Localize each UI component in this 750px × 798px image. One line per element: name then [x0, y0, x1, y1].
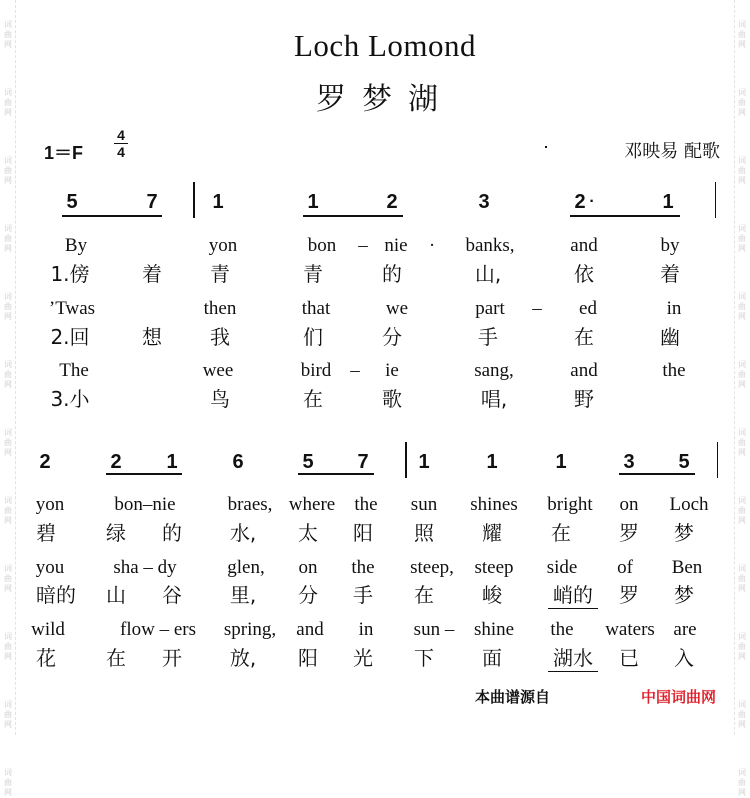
watermark-text: 词 曲 网: [738, 360, 746, 389]
lyric-en-verse3: in: [358, 619, 374, 640]
beam-line: [298, 473, 374, 475]
lyric-en-verse1: by: [660, 235, 680, 256]
lyric-en-verse1: sun: [410, 494, 438, 515]
lyric-cn-verse2: 手: [353, 583, 373, 607]
time-signature: [114, 128, 128, 159]
lyric-en-verse1: shines: [470, 494, 518, 515]
beam-line: [62, 215, 162, 217]
jianpu-note: 2: [110, 451, 122, 473]
lyric-cn-verse1: 青: [210, 262, 230, 286]
watermark-text: 词 曲 网: [738, 700, 746, 729]
lyric-cn-verse1: 的: [382, 262, 402, 286]
lyric-underline: [548, 671, 598, 672]
lyric-en-verse2: –: [532, 298, 542, 319]
jianpu-note: 5: [678, 451, 690, 473]
time-signature-bottom: 4: [117, 144, 125, 160]
lyric-cn-verse2: 想: [142, 325, 162, 349]
source-label: 本曲谱源自: [474, 688, 550, 706]
jianpu-note: 1: [166, 451, 178, 473]
lyric-en-verse1: Loch: [669, 494, 709, 515]
lyric-cn-verse2: 山: [106, 583, 126, 607]
lyric-cn-verse2: 分: [298, 583, 318, 607]
lyric-en-verse3: and: [296, 619, 324, 640]
watermark-text: 词 曲 网: [738, 496, 746, 525]
jianpu-note: 1: [555, 451, 567, 473]
lyric-cn-verse3: 入: [674, 646, 694, 670]
lyric-en-verse2: part: [475, 298, 505, 319]
bar-line: [405, 442, 407, 478]
watermark-text: 词 曲 网: [738, 632, 746, 661]
lyric-en-verse3: spring,: [223, 619, 277, 640]
lyric-cn-verse3: 唱,: [480, 387, 508, 411]
jianpu-note: 1: [307, 191, 319, 213]
lyric-cn-verse1: 着: [142, 262, 162, 286]
jianpu-note: 2: [39, 451, 51, 473]
lyric-cn-verse1: 罗: [619, 521, 639, 545]
arranger-credit: 邓映易 配歌: [624, 141, 720, 162]
bar-line: [193, 182, 195, 218]
time-signature-top: 4: [117, 127, 125, 143]
lyric-cn-verse1: 着: [660, 262, 680, 286]
watermark-text: 词 曲 网: [4, 156, 12, 185]
jianpu-note: 5: [66, 191, 78, 213]
watermark-text: 词 曲 网: [738, 564, 746, 593]
lyric-en-verse2: steep,: [410, 557, 454, 578]
watermark-text: 词 曲 网: [738, 292, 746, 321]
watermark-text: 词 曲 网: [4, 632, 12, 661]
jianpu-note: 7: [146, 191, 158, 213]
watermark-text: 词 曲 网: [4, 564, 12, 593]
lyric-underline: [548, 608, 598, 609]
lyric-cn-verse1: 的: [162, 521, 182, 545]
lyric-cn-verse1: 耀: [482, 521, 502, 545]
lyric-cn-verse3: 歌: [382, 387, 402, 411]
lyric-cn-verse3: 在: [303, 387, 323, 411]
lyric-cn-verse3: 花: [36, 646, 56, 670]
watermark-text: 词 曲 网: [4, 428, 12, 457]
lyric-cn-verse2: 我: [210, 325, 230, 349]
watermark-text: 词 曲 网: [4, 292, 12, 321]
jianpu-note: 6: [232, 451, 244, 473]
lyric-cn-verse2: 罗: [619, 583, 639, 607]
lyric-cn-verse3: 鸟: [210, 387, 230, 411]
lyric-en-verse3: shine: [473, 619, 515, 640]
lyric-en-verse2: on: [298, 557, 318, 578]
lyric-cn-verse2: 梦: [674, 583, 694, 607]
lyric-en-verse3: sun –: [413, 619, 455, 640]
lyric-en-verse1: yon: [35, 494, 65, 515]
lyric-en-verse2: that: [301, 298, 331, 319]
lyric-en-verse1: –: [358, 235, 368, 256]
lyric-en-verse3: –: [350, 360, 360, 381]
watermark-text: 词 曲 网: [4, 224, 12, 253]
watermark-text: 词 曲 网: [738, 768, 746, 797]
lyric-en-verse1: where: [288, 494, 336, 515]
lyric-en-verse2: steep: [474, 557, 514, 578]
lyric-en-verse3: waters: [605, 619, 655, 640]
lyric-en-verse1: yon: [208, 235, 238, 256]
lyric-cn-verse2: 分: [382, 325, 402, 349]
jianpu-note: 1: [212, 191, 224, 213]
lyric-en-verse2: Ben: [671, 557, 703, 578]
lyric-cn-verse1: 依: [574, 262, 594, 286]
jianpu-note: 7: [357, 451, 369, 473]
watermark-text: 词 曲 网: [738, 224, 746, 253]
lyric-cn-verse3: 3.小: [50, 387, 90, 411]
jianpu-note: 2: [386, 191, 398, 213]
beam-line: [106, 473, 182, 475]
lyric-en-verse3: bird: [300, 360, 332, 381]
lyric-cn-verse1: 照: [414, 521, 434, 545]
lyric-cn-verse2: 在: [574, 325, 594, 349]
beam-line: [570, 215, 680, 217]
lyric-en-verse1: and: [570, 235, 598, 256]
bar-line: [715, 182, 716, 218]
lyric-cn-verse1: 1.傍: [50, 262, 90, 286]
lyric-en-verse2: the: [351, 557, 375, 578]
lyric-en-verse3: are: [673, 619, 697, 640]
watermark-text: 词 曲 网: [738, 88, 746, 117]
lyric-cn-verse1: 青: [303, 262, 323, 286]
lyric-cn-verse1: 梦: [674, 521, 694, 545]
lyric-en-verse3: The: [59, 360, 89, 381]
lyric-en-verse2: of: [617, 557, 633, 578]
lyric-en-verse1: bon–nie: [114, 494, 176, 515]
lyric-cn-verse1: 绿: [106, 521, 126, 545]
lyric-en-verse1: By: [64, 235, 88, 256]
watermark-text: 词 曲 网: [4, 88, 12, 117]
jianpu-note: 5: [302, 451, 314, 473]
watermark-text: 词 曲 网: [738, 156, 746, 185]
lyric-en-verse3: the: [550, 619, 574, 640]
lyric-cn-verse3: 光: [353, 646, 373, 670]
lyric-cn-verse1: 太: [298, 521, 318, 545]
lyric-cn-verse1: 阳: [353, 521, 373, 545]
lyric-en-verse3: ie: [385, 360, 399, 381]
song-subtitle: 罗梦湖: [316, 82, 454, 117]
lyric-cn-verse3: 面: [482, 646, 502, 670]
jianpu-note: 3: [623, 451, 635, 473]
lyric-en-verse1: the: [354, 494, 378, 515]
lyric-cn-verse3: 已: [619, 646, 639, 670]
lyric-cn-verse1: 碧: [36, 521, 56, 545]
lyric-en-verse1: on: [619, 494, 639, 515]
watermark-text: 词 曲 网: [738, 428, 746, 457]
lyric-en-verse2: we: [385, 298, 409, 319]
song-title: Loch Lomond: [294, 28, 476, 63]
jianpu-note: 1: [662, 191, 674, 213]
lyric-cn-verse2: 谷: [162, 583, 182, 607]
lyric-en-verse3: the: [662, 360, 686, 381]
lyric-en-verse2: side: [546, 557, 578, 578]
bar-line: [717, 442, 718, 478]
beam-line: [619, 473, 695, 475]
lyric-en-verse3: wild: [31, 619, 65, 640]
lyric-cn-verse3: 开: [162, 646, 182, 670]
watermark-text: 词 曲 网: [4, 700, 12, 729]
lyric-cn-verse3: 阳: [298, 646, 318, 670]
lyric-cn-verse1: 山,: [474, 262, 502, 286]
lyric-en-verse2: you: [35, 557, 65, 578]
lyric-cn-verse2: 里,: [229, 583, 257, 607]
lyric-cn-verse2: 们: [303, 325, 323, 349]
watermark-text: 词 曲 网: [4, 768, 12, 797]
lyric-cn-verse2: 峻: [482, 583, 502, 607]
stray-mark: [545, 146, 547, 148]
dot-mark: ·: [589, 193, 595, 210]
lyric-cn-verse2: 峭的: [553, 583, 593, 607]
lyric-cn-verse2: 暗的: [36, 583, 76, 607]
lyric-en-verse2: sha – dy: [113, 557, 177, 578]
lyric-en-verse2: ’Twas: [48, 298, 96, 319]
lyric-cn-verse3: 下: [414, 646, 434, 670]
lyric-en-verse2: ed: [579, 298, 597, 319]
lyric-en-verse1: banks,: [465, 235, 515, 256]
lyric-en-verse2: in: [666, 298, 682, 319]
lyric-en-verse3: wee: [202, 360, 234, 381]
lyric-en-verse1: ·: [428, 235, 436, 256]
watermark-text: 词 曲 网: [4, 20, 12, 49]
lyric-cn-verse3: 放,: [229, 646, 257, 670]
jianpu-note: 1: [486, 451, 498, 473]
lyric-en-verse2: then: [203, 298, 237, 319]
lyric-cn-verse2: 2.回: [50, 325, 90, 349]
lyric-cn-verse2: 在: [414, 583, 434, 607]
lyric-en-verse3: flow – ers: [120, 619, 196, 640]
lyric-cn-verse3: 在: [106, 646, 126, 670]
watermark-text: 词 曲 网: [4, 496, 12, 525]
lyric-cn-verse1: 在: [551, 521, 571, 545]
lyric-cn-verse1: 水,: [229, 521, 257, 545]
lyric-en-verse1: bright: [547, 494, 593, 515]
lyric-en-verse1: bon: [307, 235, 337, 256]
jianpu-note: 1: [418, 451, 430, 473]
watermark-text: 词 曲 网: [4, 360, 12, 389]
jianpu-note: 3: [478, 191, 490, 213]
watermark-text: 词 曲 网: [738, 20, 746, 49]
lyric-en-verse1: nie: [384, 235, 408, 256]
jianpu-note: 2: [574, 191, 586, 213]
lyric-en-verse2: glen,: [227, 557, 265, 578]
lyric-cn-verse2: 手: [478, 325, 498, 349]
lyric-en-verse3: and: [570, 360, 598, 381]
lyric-en-verse1: braes,: [227, 494, 273, 515]
beam-line: [303, 215, 403, 217]
key-signature: 1＝F: [44, 143, 84, 163]
lyric-en-verse3: sang,: [474, 360, 514, 381]
lyric-cn-verse3: 野: [574, 387, 594, 411]
source-brand: 中国词曲网: [640, 688, 716, 706]
lyric-cn-verse2: 幽: [660, 325, 680, 349]
lyric-cn-verse3: 湖水: [553, 646, 593, 670]
